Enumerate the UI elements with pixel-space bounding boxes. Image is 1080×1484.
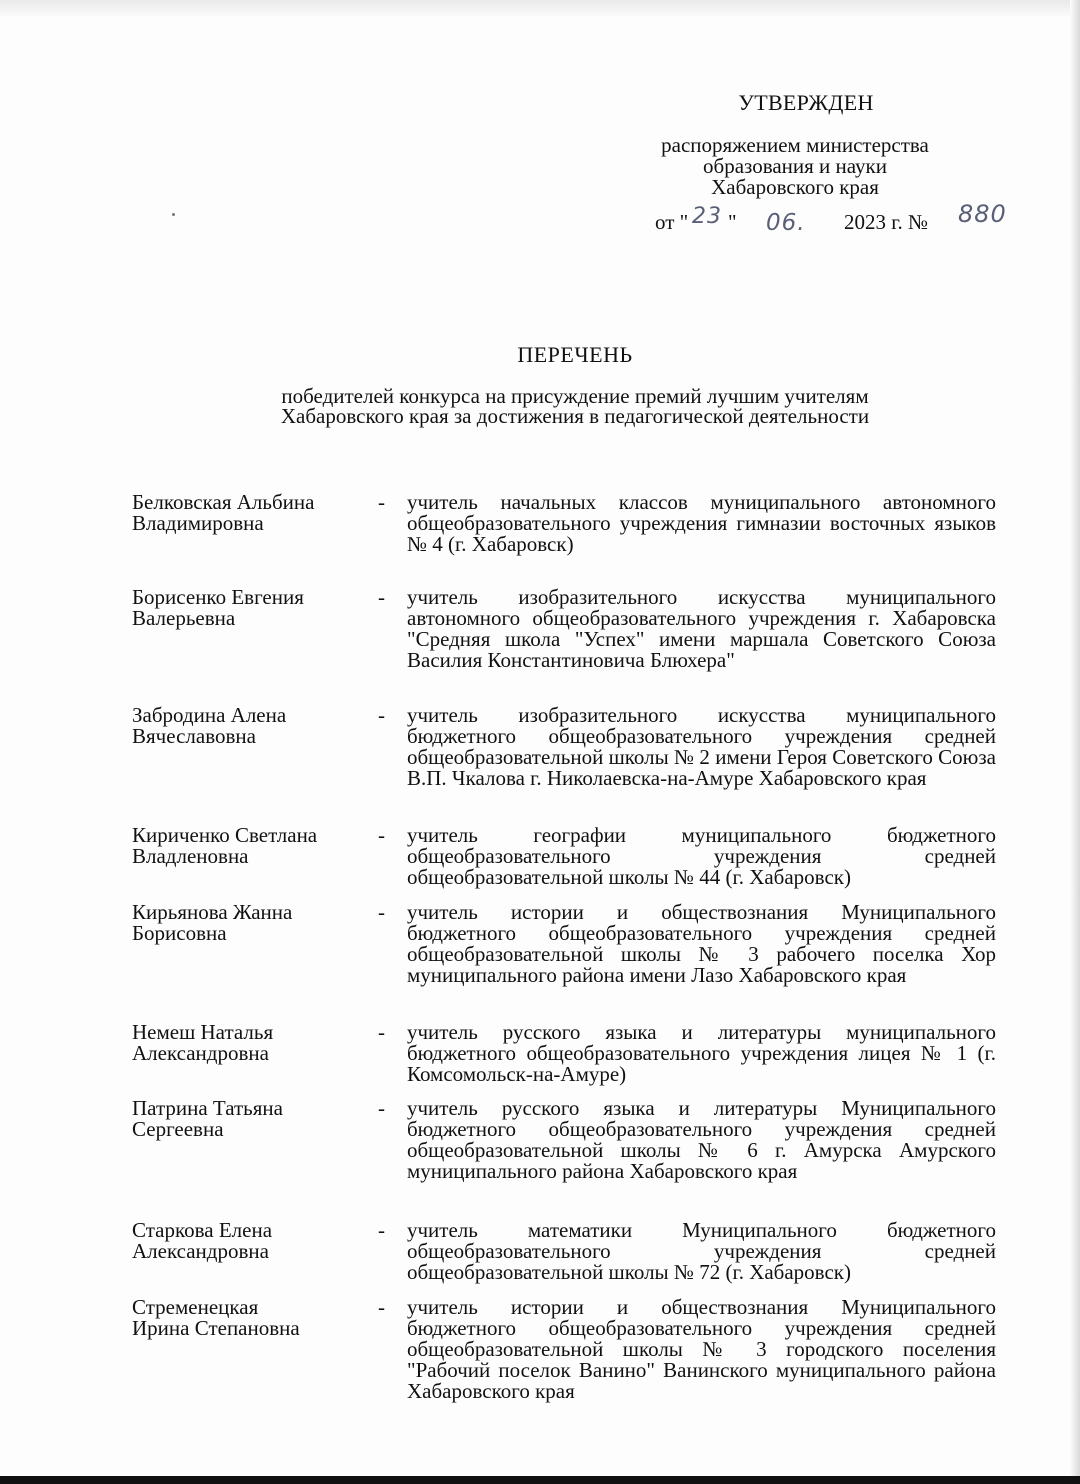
scan-right-edge <box>1070 0 1080 1484</box>
winner-description: учитель математики Муниципального бюджетного общеобразовательного учреждения средней общеобразовательной школы № 72 (г. Хабаровск) <box>407 1218 996 1284</box>
date-quote-close: " <box>728 210 737 234</box>
winner-description: учитель начальных классов муниципального автономного общеобразовательного учреждения гимназии восточных языков № 4 (г. Хабаровск) <box>407 490 996 556</box>
date-year: 2023 г. № <box>844 210 929 234</box>
document-title: ПЕРЕЧЕНЬ <box>517 342 633 367</box>
entry-dash: - <box>378 900 385 924</box>
winner-patronymic-line: Александровна <box>132 1239 269 1263</box>
winner-description: учитель географии муниципального бюджетного общеобразовательного учреждения средней общеобразовательной школы № 44 (г. Хабаровск) <box>407 823 996 889</box>
winner-description: учитель изобразительного искусства муниципального автономного общеобразовательного учреждения г. Хабаровска "Средняя школа "Успех" имени маршала Советского Союза Василия Константиновича Блюхера" <box>407 585 996 672</box>
winner-description: учитель истории и обществознания Муниципального бюджетного общеобразовательного учреждения средней общеобразовательной школы № 3 городского поселения "Рабочий поселок Ванино" Ванинского муниципального района Хабаровского края <box>407 1295 996 1403</box>
date-prefix: от " <box>655 210 689 234</box>
winner-name <box>132 1022 372 1064</box>
winner-surname-line: Кириченко Светлана <box>132 823 318 847</box>
date-number-handwritten: 880 <box>958 200 1007 228</box>
winner-name <box>132 1297 372 1339</box>
approval-date-line <box>652 200 1052 236</box>
approval-heading: УТВЕРЖДЕН <box>738 90 874 115</box>
subtitle-line-2: Хабаровского края за достижения в педагогической деятельности <box>280 404 870 428</box>
date-day-handwritten: 23 <box>692 204 722 229</box>
approval-line-3: Хабаровского края <box>711 175 879 199</box>
winner-patronymic-line: Борисовна <box>132 921 227 945</box>
entry-dash: - <box>378 823 385 847</box>
winner-name <box>132 492 372 534</box>
winner-description: учитель изобразительного искусства муниципального бюджетного общеобразовательного учреждения средней общеобразовательной школы № 2 имени Героя Советского Союза В.П. Чкалова г. Николаевска-на-Амуре Хабаровского края <box>407 703 996 790</box>
winner-description: учитель истории и обществознания Муниципального бюджетного общеобразовательного учреждения средней общеобразовательной школы № 3 рабочего поселка Хор муниципального района имени Лазо Хабаровского края <box>407 900 996 987</box>
winner-patronymic-line: Вячеславовна <box>132 724 256 748</box>
entry-dash: - <box>378 585 385 609</box>
winner-name <box>132 587 372 629</box>
entry-dash: - <box>378 703 385 727</box>
winner-name <box>132 825 372 867</box>
winner-patronymic-line: Сергеевна <box>132 1117 224 1141</box>
document-subtitle <box>140 386 1010 426</box>
winner-patronymic-line: Валерьевна <box>132 606 236 630</box>
winner-patronymic-line: Владимировна <box>132 511 264 535</box>
approval-block <box>560 92 1030 198</box>
winner-surname-line: Кирьянова Жанна <box>132 900 293 924</box>
winner-name <box>132 1098 372 1140</box>
winner-surname-line: Борисенко Евгения <box>132 585 304 609</box>
date-month-handwritten: 06. <box>766 210 806 236</box>
winner-patronymic-line: Владленовна <box>132 844 249 868</box>
scan-speck <box>172 213 175 216</box>
winner-patronymic-line: Ирина Степановна <box>132 1316 300 1340</box>
winner-name <box>132 705 372 747</box>
entry-dash: - <box>378 1096 385 1120</box>
winner-surname-line: Немеш Наталья <box>132 1020 274 1044</box>
approval-line-1: распоряжением министерства <box>661 133 929 157</box>
winner-surname-line: Забродина Алена <box>132 703 287 727</box>
winner-surname-line: Белковская Альбина <box>132 490 315 514</box>
subtitle-line-1: победителей конкурса на присуждение премий лучшим учителям <box>281 384 869 408</box>
entry-dash: - <box>378 490 385 514</box>
winner-name <box>132 1220 372 1262</box>
entry-dash: - <box>378 1218 385 1242</box>
scan-bottom-edge <box>0 1476 1080 1484</box>
winner-surname-line: Старкова Елена <box>132 1218 273 1242</box>
winner-description: учитель русского языка и литературы Муниципального бюджетного общеобразовательного учреждения средней общеобразовательной школы № 6 г. Амурска Амурского муниципального района Хабаровского края <box>407 1096 996 1183</box>
approval-line-2: образования и науки <box>703 154 887 178</box>
scan-top-edge <box>0 0 1080 18</box>
entry-dash: - <box>378 1295 385 1319</box>
winner-patronymic-line: Александровна <box>132 1041 269 1065</box>
winner-description: учитель русского языка и литературы муниципального бюджетного общеобразовательного учреждения лицея № 1 (г. Комсомольск-на-Амуре) <box>407 1020 996 1086</box>
entry-dash: - <box>378 1020 385 1044</box>
winner-name <box>132 902 372 944</box>
winner-surname-line: Стременецкая <box>132 1295 259 1319</box>
winner-surname-line: Патрина Татьяна <box>132 1096 283 1120</box>
